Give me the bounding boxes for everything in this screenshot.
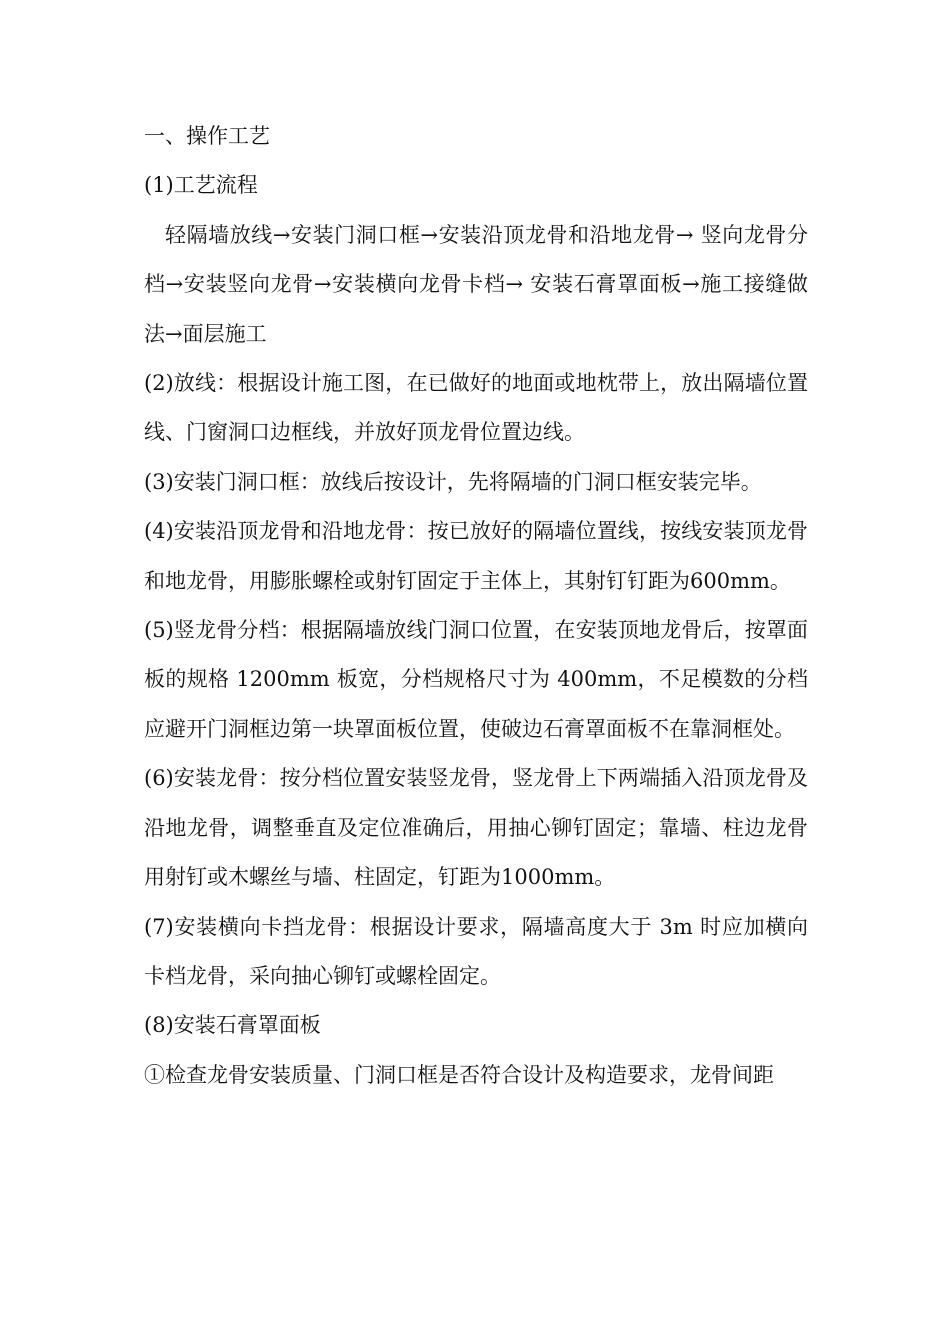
paragraph-vertical-keel-spacing: (5)竖龙骨分档：根据隔墙放线门洞口位置，在安装顶地龙骨后，按罩面板的规格 1200mm 板宽，分档规格尺寸为 400mm，不足模数的分档应避开门洞框边第一块罩面板位置，使破边石膏罩面板不在靠洞框处。	[144, 618, 808, 741]
paragraph-horizontal-keel: (7)安装横向卡挡龙骨：根据设计要求，隔墙高度大于 3m 时应加横向卡档龙骨，采向抽心铆钉或螺栓固定。	[144, 914, 808, 988]
paragraph-top-bottom-keel: (4)安装沿顶龙骨和沿地龙骨：按已放好的隔墙位置线，按线安装顶龙骨和地龙骨，用膨胀螺栓或射钉固定于主体上，其射钉钉距为600mm。	[144, 519, 808, 593]
document-body	[144, 112, 808, 1100]
paragraph-process-flow: 轻隔墙放线→安装门洞口框→安装沿顶龙骨和沿地龙骨→ 竖向龙骨分档→安装竖向龙骨→安装横向龙骨卡档→ 安装石膏罩面板→施工接缝做法→面层施工	[144, 222, 808, 346]
paragraph-install-keel: (6)安装龙骨：按分档位置安装竖龙骨，竖龙骨上下两端插入沿顶龙骨及沿地龙骨，调整垂直及定位准确后，用抽心铆钉固定；靠墙、柱边龙骨用射钉或木螺丝与墙、柱固定，钉距为1000mm。	[144, 766, 808, 890]
paragraph-process-title: (1)工艺流程	[144, 173, 258, 198]
section-heading: 一、操作工艺	[144, 124, 270, 148]
paragraph-gypsum-board-title: (8)安装石膏罩面板	[144, 1013, 321, 1038]
paragraph-inspection: ①检查龙骨安装质量、门洞口框是否符合设计及构造要求，龙骨间距	[144, 1062, 774, 1087]
paragraph-layout-lines: (2)放线：根据设计施工图，在已做好的地面或地枕带上，放出隔墙位置线、门窗洞口边框线，并放好顶龙骨位置边线。	[144, 371, 808, 445]
paragraph-door-frame: (3)安装门洞口框：放线后按设计，先将隔墙的门洞口框安装完毕。	[144, 469, 762, 494]
